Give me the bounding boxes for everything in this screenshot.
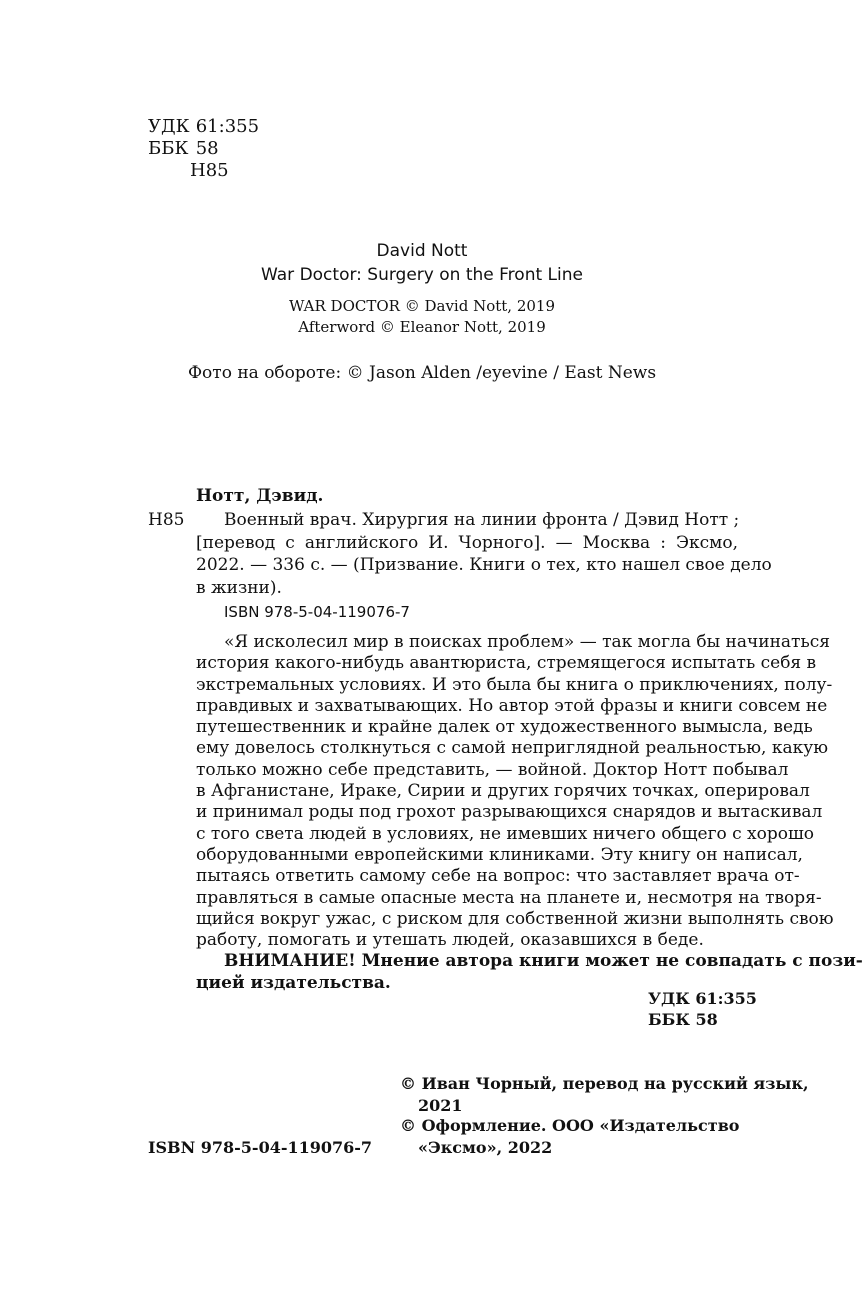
record-heading: Нотт, Дэвид. <box>196 486 324 506</box>
record-description <box>196 509 772 599</box>
design-copyright-2: «Эксмо», 2022 <box>418 1138 553 1157</box>
translation-copyright-2: 2021 <box>418 1096 463 1115</box>
annotation-line: пытаясь ответить самому себе на вопрос: что заставляет врача от- <box>196 866 800 887</box>
annotation-line: экстремальных условиях. И это была бы книга о приключениях, полу- <box>196 674 833 695</box>
translation-copyright-1: © Иван Чорный, перевод на русский язык, <box>400 1074 809 1093</box>
annotation-line: ему довелось столкнуться с самой неприглядной реальностью, какую <box>196 738 829 759</box>
udk-value: 61:355 <box>195 116 260 137</box>
record-desc-line: [перевод с английского И. Чорного]. — Москва : Эксмо, <box>196 532 738 553</box>
annotation-line: с того света людей в условиях, не имевших ничего общего с хорошо <box>196 823 815 844</box>
original-author: David Nott <box>376 241 468 261</box>
photo-credit: Фото на обороте: © Jason Alden /eyevine / East News <box>187 363 657 383</box>
record-desc-line: 2022. — 336 с. — (Призвание. Книги о тех, кто нашел свое дело <box>196 555 772 575</box>
annotation-line: работу, помогать и утешать людей, оказавшихся в беде. <box>196 930 704 951</box>
annotation-line: оборудованными европейскими клиниками. Эту книгу он написал, <box>196 844 803 865</box>
copyright-afterword: Afterword © Eleanor Nott, 2019 <box>298 318 546 336</box>
annotation-line: правдивых и захватывающих. Но автор этой фразы и книги совсем не <box>196 695 828 716</box>
annotation-line: и принимал роды под грохот разрывающихся снарядов и вытаскивал <box>196 802 823 823</box>
record-desc-line: Военный врач. Хирургия на линии фронта / Дэвид Нотт ; <box>224 510 740 530</box>
annotation-line: только можно себе представить, — войной. Доктор Нотт побывал <box>196 759 789 780</box>
annotation-line: щийся вокруг ужас, с риском для собственной жизни выполнять свою <box>196 908 834 929</box>
annotation-line: путешественник и крайне далек от художественного вымысла, ведь <box>196 717 813 738</box>
bbk-line <box>148 138 219 160</box>
author-mark: Н85 <box>190 160 229 181</box>
udk-label: УДК <box>148 116 190 137</box>
annotation-line: «Я исколесил мир в поисках проблем» — так могла бы начинаться <box>224 632 830 652</box>
design-copyright-1: © Оформление. ООО «Издательство <box>400 1116 740 1135</box>
copyright-original: WAR DOCTOR © David Nott, 2019 <box>288 297 556 315</box>
annotation-line: история какого-нибудь авантюриста, стремящегося испытать себя в <box>196 653 817 674</box>
annotation-line: правляться в самые опасные места на планете и, несмотря на творя- <box>196 887 822 908</box>
udk-line <box>148 116 259 138</box>
bottom-isbn: ISBN 978-5-04-119076-7 <box>148 1138 373 1157</box>
footer-bbk: ББК 58 <box>648 1010 718 1029</box>
record-desc-line: в жизни). <box>196 577 282 598</box>
annotation <box>196 632 863 994</box>
record-isbn: ISBN 978-5-04-119076-7 <box>224 603 410 621</box>
annotation-line: в Афганистане, Ираке, Сирии и других горячих точках, оперировал <box>196 781 810 802</box>
record-mark: Н85 <box>148 510 185 530</box>
warning-line: ВНИМАНИЕ! Мнение автора книги может не совпадать с пози- <box>224 951 863 972</box>
footer-udk: УДК 61:355 <box>648 989 757 1008</box>
bbk-value: 58 <box>195 138 219 159</box>
warning-line: цией издательства. <box>196 972 391 993</box>
original-title: War Doctor: Surgery on the Front Line <box>261 265 583 285</box>
bbk-label: ББК <box>148 138 189 159</box>
